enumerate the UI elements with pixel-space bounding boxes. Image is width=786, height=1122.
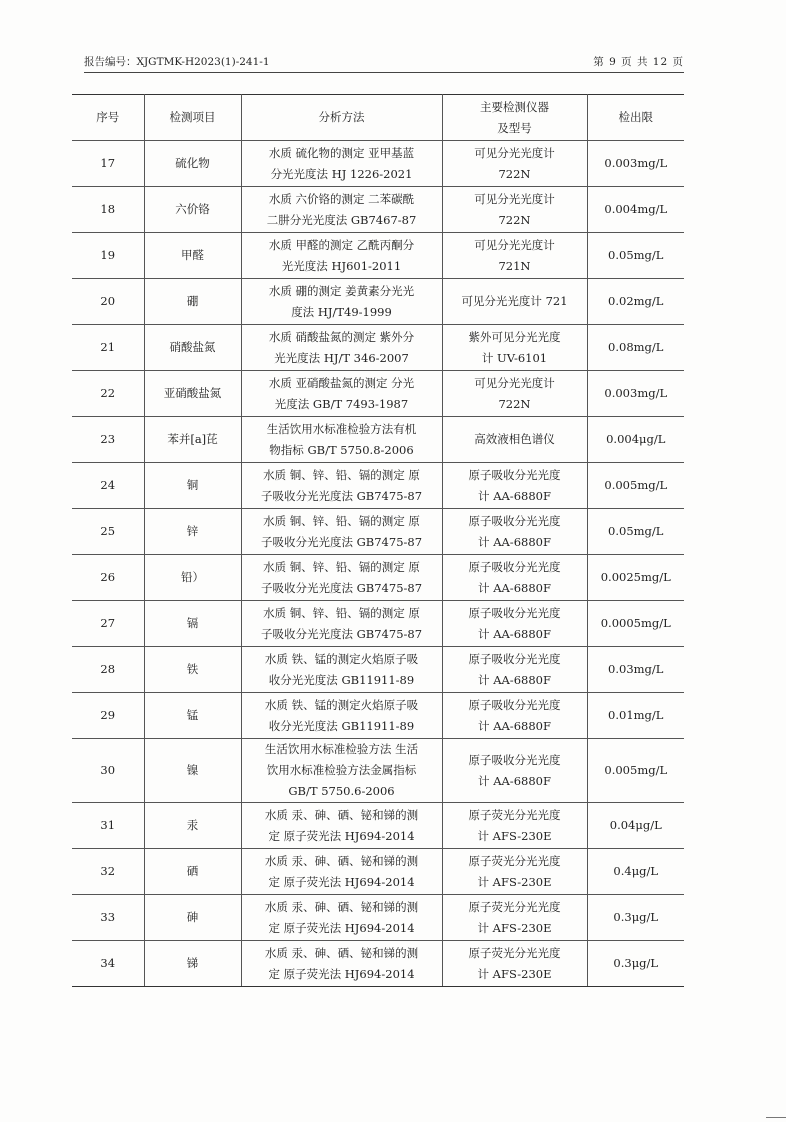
- row-instrument: 可见分光光度计 722N: [442, 187, 587, 233]
- row-limit: 0.03mg/L: [587, 647, 684, 693]
- row-instrument: 原子吸收分光光度 计 AA-6880F: [442, 509, 587, 555]
- row-limit: 0.003mg/L: [587, 371, 684, 417]
- row-method: 水质 硼的测定 姜黄素分光光 度法 HJ/T49-1999: [241, 279, 442, 325]
- table-row: [72, 325, 684, 371]
- row-method: 生活饮用水标准检验方法 生活 饮用水标准检验方法金属指标 GB/T 5750.6-2006: [241, 739, 442, 803]
- row-instrument: 原子吸收分光光度 计 AA-6880F: [442, 463, 587, 509]
- table-row: [72, 279, 684, 325]
- row-limit: 0.08mg/L: [587, 325, 684, 371]
- row-method: 水质 汞、砷、硒、铋和锑的测 定 原子荧光法 HJ694-2014: [241, 895, 442, 941]
- report-number: 报告编号：XJGTMK-H2023(1)-241-1: [84, 56, 270, 68]
- row-seq: 25: [72, 509, 144, 555]
- row-item: 锑: [144, 941, 241, 987]
- row-seq: 32: [72, 849, 144, 895]
- table-row: [72, 693, 684, 739]
- row-method: 水质 硝酸盐氮的测定 紫外分 光光度法 HJ/T 346-2007: [241, 325, 442, 371]
- row-item: 硫化物: [144, 141, 241, 187]
- row-seq: 33: [72, 895, 144, 941]
- row-item: 亚硝酸盐氮: [144, 371, 241, 417]
- row-instrument: 高效液相色谱仪: [442, 417, 587, 463]
- row-limit: 0.02mg/L: [587, 279, 684, 325]
- row-seq: 18: [72, 187, 144, 233]
- row-seq: 23: [72, 417, 144, 463]
- row-instrument: 紫外可见分光光度 计 UV-6101: [442, 325, 587, 371]
- row-limit: 0.005mg/L: [587, 463, 684, 509]
- row-instrument: 原子吸收分光光度 计 AA-6880F: [442, 601, 587, 647]
- col-seq-header: 序号: [72, 95, 144, 141]
- row-limit: 0.004μg/L: [587, 417, 684, 463]
- row-item: 铜: [144, 463, 241, 509]
- col-method-header: 分析方法: [241, 95, 442, 141]
- row-limit: 0.004mg/L: [587, 187, 684, 233]
- row-seq: 29: [72, 693, 144, 739]
- row-seq: 24: [72, 463, 144, 509]
- row-limit: 0.4μg/L: [587, 849, 684, 895]
- row-limit: 0.3μg/L: [587, 941, 684, 987]
- row-instrument: 可见分光光度计 722N: [442, 141, 587, 187]
- row-instrument: 原子吸收分光光度 计 AA-6880F: [442, 739, 587, 803]
- table-row: [72, 141, 684, 187]
- row-limit: 0.3μg/L: [587, 895, 684, 941]
- row-limit: 0.0005mg/L: [587, 601, 684, 647]
- table-row: [72, 849, 684, 895]
- row-item: 硒: [144, 849, 241, 895]
- row-limit: 0.05mg/L: [587, 233, 684, 279]
- detection-methods-table: [72, 94, 684, 987]
- table-row: [72, 739, 684, 803]
- col-limit-header: 检出限: [587, 95, 684, 141]
- row-limit: 0.05mg/L: [587, 509, 684, 555]
- row-method: 水质 铜、锌、铅、镉的测定 原 子吸收分光光度法 GB7475-87: [241, 555, 442, 601]
- row-limit: 0.005mg/L: [587, 739, 684, 803]
- row-method: 水质 汞、砷、硒、铋和锑的测 定 原子荧光法 HJ694-2014: [241, 941, 442, 987]
- col-instrument-header: 主要检测仪器 及型号: [442, 95, 587, 141]
- row-item: 硼: [144, 279, 241, 325]
- row-item: 锌: [144, 509, 241, 555]
- row-limit: 0.003mg/L: [587, 141, 684, 187]
- table-row: [72, 233, 684, 279]
- row-limit: 0.0025mg/L: [587, 555, 684, 601]
- row-item: 汞: [144, 803, 241, 849]
- row-seq: 20: [72, 279, 144, 325]
- row-seq: 34: [72, 941, 144, 987]
- row-instrument: 原子荧光分光光度 计 AFS-230E: [442, 849, 587, 895]
- table-row: [72, 187, 684, 233]
- row-method: 水质 铁、锰的测定火焰原子吸 收分光光度法 GB11911-89: [241, 647, 442, 693]
- row-item: 镍: [144, 739, 241, 803]
- table-row: [72, 647, 684, 693]
- header-divider: [84, 72, 684, 73]
- table-row: [72, 941, 684, 987]
- row-method: 水质 亚硝酸盐氮的测定 分光 光度法 GB/T 7493-1987: [241, 371, 442, 417]
- table-row: [72, 417, 684, 463]
- row-method: 水质 六价铬的测定 二苯碳酰 二肼分光光度法 GB7467-87: [241, 187, 442, 233]
- row-seq: 31: [72, 803, 144, 849]
- col-item-header: 检测项目: [144, 95, 241, 141]
- row-instrument: 可见分光光度计 721N: [442, 233, 587, 279]
- row-seq: 21: [72, 325, 144, 371]
- table-row: [72, 509, 684, 555]
- row-item: 砷: [144, 895, 241, 941]
- table-row: [72, 803, 684, 849]
- row-seq: 22: [72, 371, 144, 417]
- row-instrument: 可见分光光度计 722N: [442, 371, 587, 417]
- row-seq: 19: [72, 233, 144, 279]
- row-instrument: 原子荧光分光光度 计 AFS-230E: [442, 803, 587, 849]
- header-row: [72, 95, 684, 141]
- row-instrument: 原子吸收分光光度 计 AA-6880F: [442, 693, 587, 739]
- row-method: 水质 铁、锰的测定火焰原子吸 收分光光度法 GB11911-89: [241, 693, 442, 739]
- table-row: [72, 895, 684, 941]
- row-item: 硝酸盐氮: [144, 325, 241, 371]
- row-item: 镉: [144, 601, 241, 647]
- row-instrument: 原子荧光分光光度 计 AFS-230E: [442, 895, 587, 941]
- row-item: 铅）: [144, 555, 241, 601]
- row-instrument: 可见分光光度计 721: [442, 279, 587, 325]
- scan-edge-mark: [766, 1117, 786, 1118]
- row-method: 水质 铜、锌、铅、镉的测定 原 子吸收分光光度法 GB7475-87: [241, 463, 442, 509]
- row-limit: 0.01mg/L: [587, 693, 684, 739]
- report-header: [84, 54, 684, 70]
- row-method: 水质 汞、砷、硒、铋和锑的测 定 原子荧光法 HJ694-2014: [241, 803, 442, 849]
- row-seq: 28: [72, 647, 144, 693]
- row-seq: 17: [72, 141, 144, 187]
- page-indicator: 第 9 页 共 12 页: [593, 56, 684, 68]
- row-instrument: 原子荧光分光光度 计 AFS-230E: [442, 941, 587, 987]
- row-instrument: 原子吸收分光光度 计 AA-6880F: [442, 647, 587, 693]
- row-method: 水质 硫化物的测定 亚甲基蓝 分光光度法 HJ 1226-2021: [241, 141, 442, 187]
- row-item: 苯并[a]芘: [144, 417, 241, 463]
- table-row: [72, 555, 684, 601]
- row-limit: 0.04μg/L: [587, 803, 684, 849]
- row-item: 甲醛: [144, 233, 241, 279]
- row-item: 锰: [144, 693, 241, 739]
- table-row: [72, 463, 684, 509]
- row-method: 水质 铜、锌、铅、镉的测定 原 子吸收分光光度法 GB7475-87: [241, 509, 442, 555]
- row-method: 水质 汞、砷、硒、铋和锑的测 定 原子荧光法 HJ694-2014: [241, 849, 442, 895]
- row-instrument: 原子吸收分光光度 计 AA-6880F: [442, 555, 587, 601]
- row-seq: 30: [72, 739, 144, 803]
- row-method: 水质 铜、锌、铅、镉的测定 原 子吸收分光光度法 GB7475-87: [241, 601, 442, 647]
- row-item: 六价铬: [144, 187, 241, 233]
- table-row: [72, 601, 684, 647]
- row-seq: 27: [72, 601, 144, 647]
- row-method: 水质 甲醛的测定 乙酰丙酮分 光光度法 HJ601-2011: [241, 233, 442, 279]
- row-item: 铁: [144, 647, 241, 693]
- table-row: [72, 371, 684, 417]
- row-method: 生活饮用水标准检验方法有机 物指标 GB/T 5750.8-2006: [241, 417, 442, 463]
- row-seq: 26: [72, 555, 144, 601]
